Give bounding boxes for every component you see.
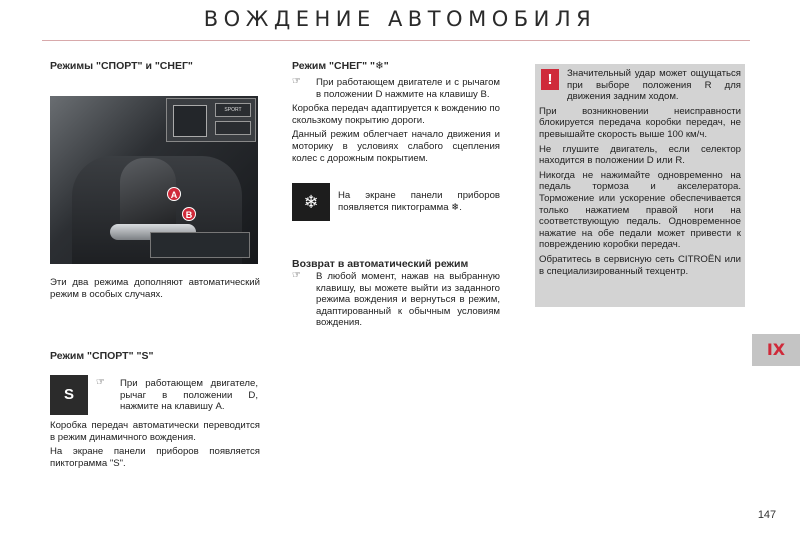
sport-switch: SPORT xyxy=(215,103,251,117)
intro-block xyxy=(50,277,260,300)
warning-paragraph-3: Никогда не нажимайте одновременно на педаль тормоза и акселератора. Торможение или ускорение обеспечивается только нажатием правой ноги на соответствующую педаль. Одновременное нажатие на обе педали может привести к повреждению коробки передач. xyxy=(539,169,741,251)
sport-heading: Режим "СПОРТ" "S" xyxy=(50,350,154,362)
hand-pointer-icon: ☞ xyxy=(292,270,301,281)
hand-pointer-icon: ☞ xyxy=(292,76,301,87)
return-block xyxy=(292,258,500,329)
sport-paragraph-2: На экране панели приборов появляется пиктограмма "S". xyxy=(50,446,260,469)
header-divider xyxy=(42,40,750,41)
return-bullet-text: В любой момент, нажав на выбранную клавишу, вы можете выйти из заданного режима вождения и вернуться в режим, адаптированный к обычным условиям вождения. xyxy=(316,271,500,329)
snow-bullet-text: При работающем двигателе и с рычагом в положении D нажмите на клавишу B. xyxy=(316,77,500,100)
snow-block xyxy=(292,60,500,164)
marker-b: B xyxy=(182,207,196,221)
warning-paragraph-1: При возникновении неисправности блокируется передача коробки передач, не превышайте скорость выше 100 км/ч. xyxy=(539,105,741,140)
console-buttons xyxy=(150,232,250,258)
hand-pointer-icon: ☞ xyxy=(96,377,105,388)
warning-lead: Значительный удар может ощущаться при выборе положения R для движения задним ходом. xyxy=(567,68,741,103)
sport-body xyxy=(50,420,260,469)
snow-paragraph-1: Коробка передач адаптируется к вождению по скользкому покрытию дороги. xyxy=(292,103,500,126)
sport-instruction xyxy=(96,378,258,413)
gear-pattern-icon xyxy=(173,105,207,137)
left-column xyxy=(50,60,260,73)
sport-heading-block xyxy=(50,350,260,363)
sport-paragraph-1: Коробка передач автоматически переводится в режим динамичного вождения. xyxy=(50,420,260,443)
return-heading: Возврат в автоматический режим xyxy=(292,258,469,270)
mode-switch-panel xyxy=(166,98,256,142)
snow-paragraph-2: Данный режим облегчает начало движения и моторику в условиях слабого сцепления колес с дорожным покрытием. xyxy=(292,129,500,164)
sport-bullet-block xyxy=(96,378,258,413)
modes-heading: Режимы "СПОРТ" и "СНЕГ" xyxy=(50,60,193,72)
snow-note: На экране панели приборов появляется пиктограмма ❄. xyxy=(338,190,500,213)
warning-icon: ! xyxy=(541,69,559,90)
page-title: ВОЖДЕНИЕ АВТОМОБИЛЯ xyxy=(203,7,597,31)
warning-box xyxy=(535,64,745,307)
page-number: 147 xyxy=(757,509,777,521)
snow-note-block xyxy=(338,190,500,213)
warning-paragraph-2: Не глушите двигатель, если селектор находится в положении D или R. xyxy=(539,143,741,167)
gear-selector-photo xyxy=(50,96,258,264)
return-instruction xyxy=(292,271,500,329)
snow-heading: Режим "СНЕГ" "❄" xyxy=(292,60,389,72)
warning-paragraph-4: Обратитесь в сервисную сеть CITROËN или в специализированный техцентр. xyxy=(539,253,741,277)
marker-a: A xyxy=(167,187,181,201)
sport-mode-icon: S xyxy=(50,375,88,415)
snow-switch xyxy=(215,121,251,135)
sport-bullet-text: При работающем двигателе, рычаг в положении D, нажмите на клавишу A. xyxy=(120,378,258,413)
chapter-tab: IX xyxy=(752,334,800,366)
snowflake-icon: ❄ xyxy=(292,183,330,221)
intro-text: Эти два режима дополняют автоматический режим в особых случаях. xyxy=(50,277,260,300)
snow-instruction xyxy=(292,77,500,100)
